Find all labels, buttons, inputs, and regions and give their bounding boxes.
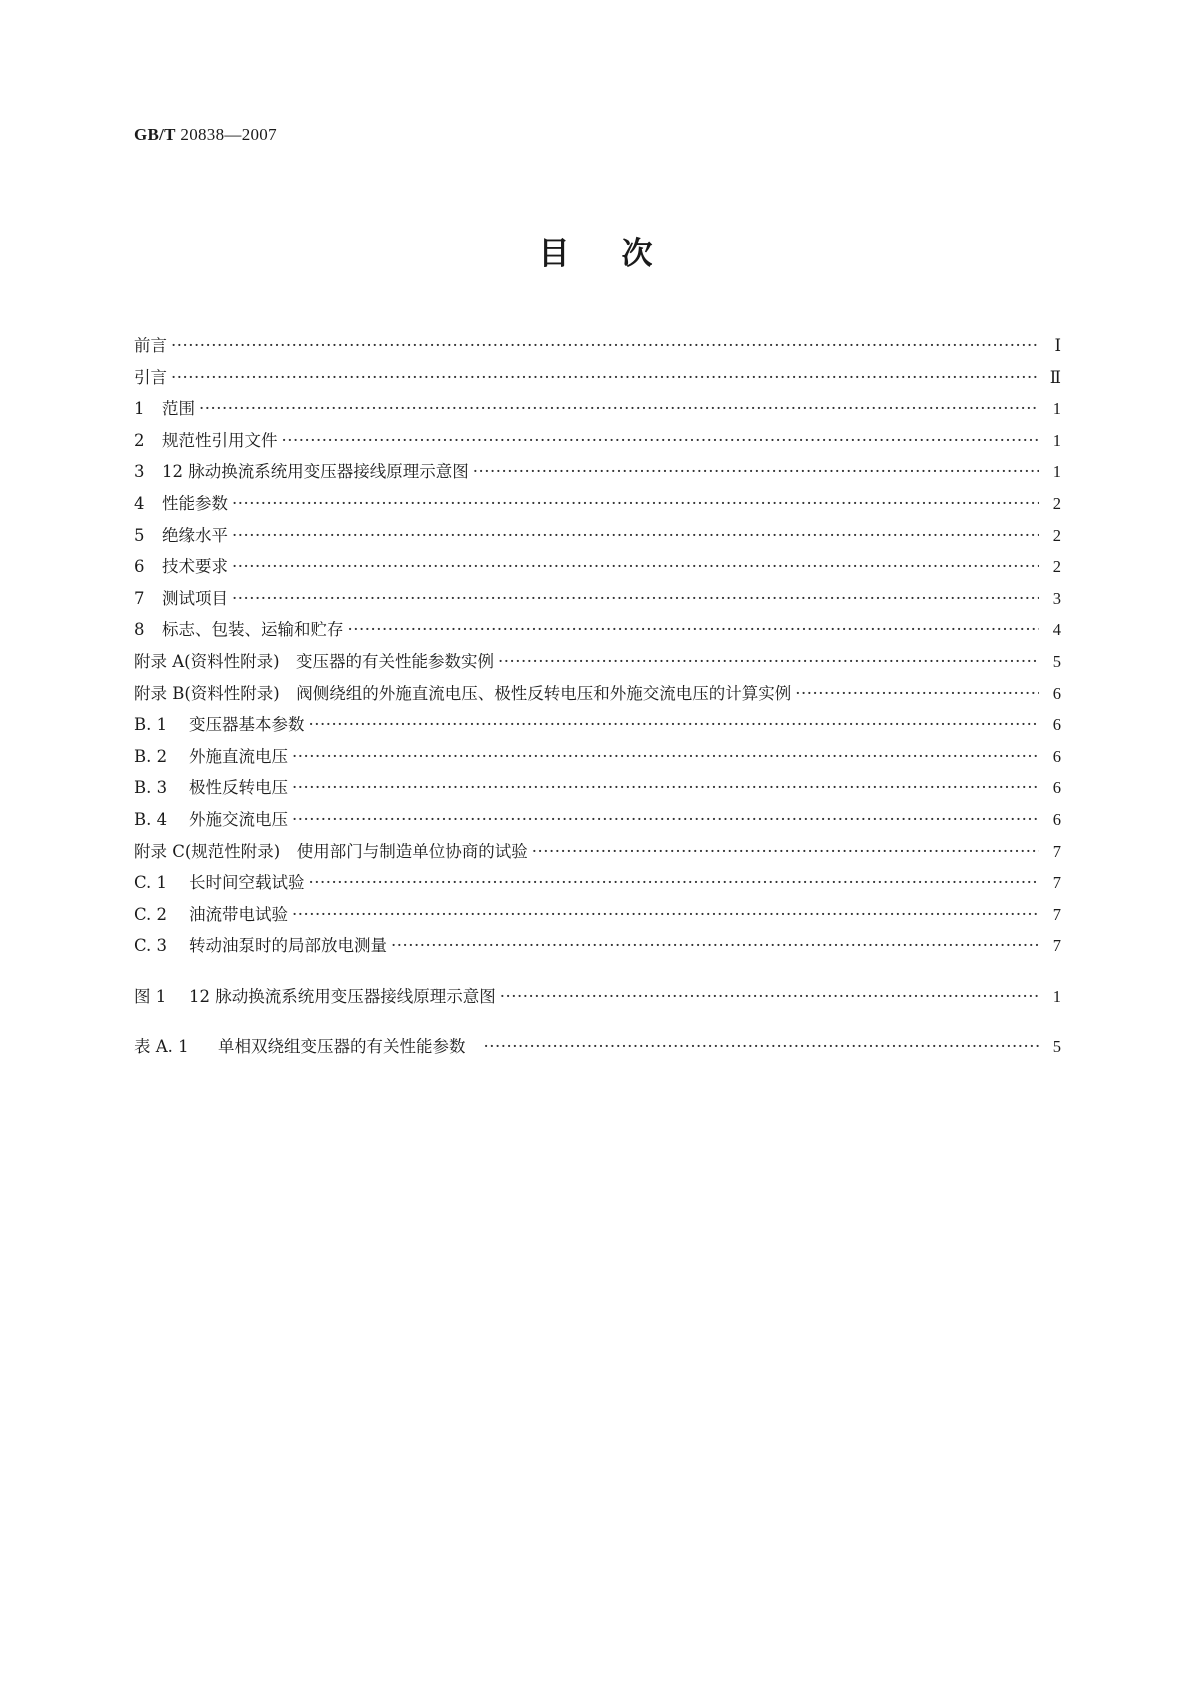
toc-main-entries — [134, 330, 1061, 962]
toc-leader-dots — [232, 583, 1039, 615]
toc-entry-label: 性能参数 — [162, 493, 228, 513]
toc-entry-b4[interactable] — [134, 804, 1061, 836]
toc-entry-label: 转动油泵时的局部放电测量 — [189, 936, 387, 956]
toc-entry-page: 6 — [1052, 809, 1061, 829]
toc-entry-label: 外施直流电压 — [189, 746, 288, 766]
toc-leader-dots — [309, 867, 1040, 899]
toc-entry-5[interactable] — [134, 520, 1061, 552]
toc-entry-label: 单相双绕组变压器的有关性能参数 — [218, 1037, 466, 1057]
toc-entry-label: 前言 — [134, 336, 167, 355]
toc-entry-page: 1 — [1052, 430, 1061, 450]
toc-entry-page: 5 — [1052, 651, 1061, 671]
standard-prefix: GB/T — [134, 125, 176, 144]
toc-entry-number: 3 — [134, 462, 145, 482]
toc-entry-b1[interactable] — [134, 709, 1061, 741]
toc-entry-appendix-a[interactable] — [134, 646, 1061, 678]
toc-entry-page: 2 — [1052, 493, 1061, 513]
toc-entry-number: B. 3 — [134, 778, 168, 798]
toc-entry-foreword[interactable] — [134, 330, 1061, 362]
toc-entry-number: B. 4 — [134, 809, 168, 829]
toc-leader-dots — [498, 646, 1039, 678]
toc-entry-6[interactable] — [134, 551, 1061, 583]
toc-entry-7[interactable] — [134, 583, 1061, 615]
toc-entry-page: 1 — [1052, 462, 1061, 482]
toc-entry-c3[interactable] — [134, 930, 1061, 962]
toc-entry-page: 2 — [1052, 525, 1061, 545]
toc-entry-label: 变压器基本参数 — [189, 715, 305, 735]
toc-entry-3[interactable] — [134, 456, 1061, 488]
toc-entry-label: 测试项目 — [162, 588, 228, 608]
toc-entry-number: B. 2 — [134, 746, 168, 766]
toc-entry-page: 7 — [1052, 904, 1061, 924]
toc-entry-label: 附录 A(资料性附录) 变压器的有关性能参数实例 — [134, 651, 495, 671]
toc-leader-dots — [292, 804, 1039, 836]
toc-entry-label: 技术要求 — [162, 557, 228, 577]
toc-entry-number: 图 1 — [134, 986, 167, 1006]
toc-entry-page: 5 — [1052, 1037, 1061, 1057]
toc-entry-page: 3 — [1052, 588, 1061, 608]
toc-leader-dots — [282, 425, 1040, 457]
toc-entry-label: 长时间空载试验 — [189, 873, 305, 893]
toc-entry-number: 1 — [134, 399, 145, 419]
standard-code — [134, 125, 277, 145]
toc-entry-page: 1 — [1052, 986, 1061, 1006]
toc-entry-label: 范围 — [162, 399, 195, 419]
standard-number: 20838—2007 — [180, 125, 277, 144]
toc-leader-dots — [232, 520, 1039, 552]
toc-entry-8[interactable] — [134, 614, 1061, 646]
toc-entry-page: 1 — [1052, 399, 1061, 419]
toc-entry-number: C. 1 — [134, 873, 168, 893]
toc-entry-table-a1[interactable] — [134, 1031, 1061, 1063]
toc-entry-number: 7 — [134, 588, 145, 608]
toc-entry-page: 4 — [1052, 620, 1061, 640]
toc-entry-label: 12 脉动换流系统用变压器接线原理示意图 — [162, 462, 469, 482]
toc-entry-1[interactable] — [134, 393, 1061, 425]
toc-entry-appendix-b[interactable] — [134, 678, 1061, 710]
toc-entry-c2[interactable] — [134, 899, 1061, 931]
toc-entry-label: 绝缘水平 — [162, 525, 228, 545]
table-of-contents — [134, 330, 1061, 1063]
toc-entry-label: 引言 — [134, 367, 167, 387]
toc-leader-dots — [484, 1031, 1040, 1063]
toc-entry-page: 6 — [1052, 778, 1061, 798]
toc-entry-b2[interactable] — [134, 741, 1061, 773]
toc-leader-dots — [171, 330, 1039, 362]
toc-leader-dots — [473, 456, 1039, 488]
toc-leader-dots — [232, 488, 1039, 520]
toc-leader-dots — [292, 899, 1039, 931]
toc-entry-4[interactable] — [134, 488, 1061, 520]
toc-entry-page: 6 — [1052, 683, 1061, 703]
toc-entry-page: Ⅱ — [1049, 367, 1061, 387]
toc-figure-entries — [134, 981, 1061, 1013]
toc-entry-page: 6 — [1052, 715, 1061, 735]
page-title: 目次 — [538, 236, 705, 272]
toc-leader-dots — [292, 772, 1039, 804]
toc-entry-page: 2 — [1052, 557, 1061, 577]
toc-entry-number: 4 — [134, 493, 145, 513]
toc-leader-dots — [500, 981, 1039, 1013]
toc-entry-b3[interactable] — [134, 772, 1061, 804]
toc-entry-number: C. 3 — [134, 936, 168, 956]
toc-entry-page: Ⅰ — [1054, 336, 1061, 355]
toc-entry-label: 附录 C(规范性附录) 使用部门与制造单位协商的试验 — [134, 841, 528, 861]
toc-entry-appendix-c[interactable] — [134, 836, 1061, 868]
toc-leader-dots — [795, 678, 1039, 710]
toc-entry-page: 7 — [1052, 873, 1061, 893]
toc-entry-introduction[interactable] — [134, 362, 1061, 394]
toc-entry-label: 附录 B(资料性附录) 阀侧绕组的外施直流电压、极性反转电压和外施交流电压的计算实例 — [134, 683, 792, 703]
toc-entry-label: 12 脉动换流系统用变压器接线原理示意图 — [189, 986, 496, 1006]
toc-entry-label: 外施交流电压 — [189, 809, 288, 829]
toc-entry-number: B. 1 — [134, 715, 168, 735]
toc-entry-label: 极性反转电压 — [189, 778, 288, 798]
toc-leader-dots — [309, 709, 1040, 741]
toc-entry-page: 7 — [1052, 936, 1061, 956]
toc-leader-dots — [391, 930, 1039, 962]
toc-entry-number: C. 2 — [134, 904, 168, 924]
toc-entry-label: 标志、包装、运输和贮存 — [162, 620, 344, 640]
toc-leader-dots — [348, 614, 1040, 646]
toc-entry-number: 8 — [134, 620, 145, 640]
toc-entry-label: 油流带电试验 — [189, 904, 288, 924]
toc-entry-number: 2 — [134, 430, 145, 450]
toc-entry-2[interactable] — [134, 425, 1061, 457]
toc-entry-c1[interactable] — [134, 867, 1061, 899]
toc-entry-number: 5 — [134, 525, 145, 545]
toc-entry-number: 表 A. 1 — [134, 1037, 189, 1057]
toc-leader-dots — [292, 741, 1039, 773]
toc-leader-dots — [232, 551, 1039, 583]
toc-leader-dots — [532, 836, 1039, 868]
toc-entry-figure-1[interactable] — [134, 981, 1061, 1013]
toc-entry-number: 6 — [134, 557, 145, 577]
toc-entry-page: 6 — [1052, 746, 1061, 766]
toc-table-entries — [134, 1031, 1061, 1063]
toc-entry-page: 7 — [1052, 841, 1061, 861]
toc-entry-label: 规范性引用文件 — [162, 430, 278, 450]
toc-leader-dots — [199, 393, 1039, 425]
toc-leader-dots — [171, 362, 1039, 394]
